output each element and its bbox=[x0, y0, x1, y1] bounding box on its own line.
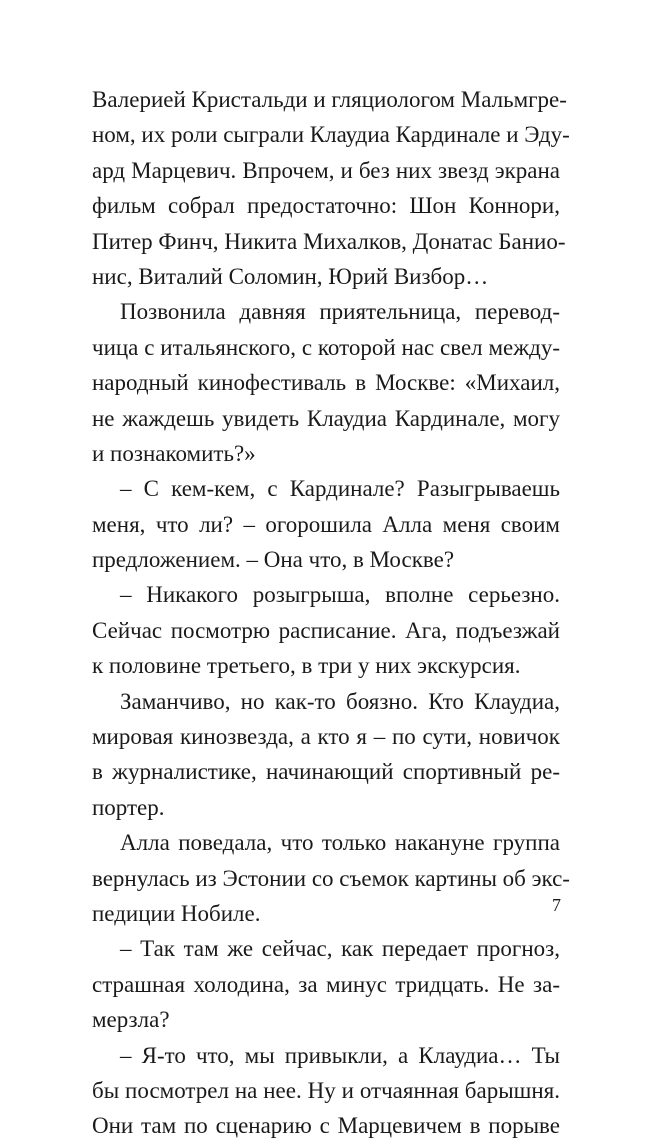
text-line: ард Марцевич. Впрочем, и без них звезд экрана bbox=[92, 157, 560, 183]
text-line: портер. bbox=[92, 794, 165, 820]
text-line: нис, Виталий Соломин, Юрий Визбор… bbox=[92, 263, 489, 289]
text-line: и познакомить?» bbox=[92, 440, 256, 466]
text-line: – Так там же сейчас, как передает прогноз, bbox=[120, 936, 560, 962]
text-line: предложением. – Она что, в Москве? bbox=[92, 547, 455, 573]
text-line: Сейчас посмотрю расписание. Ага, подъезжай bbox=[92, 617, 560, 643]
body-text bbox=[92, 82, 570, 1144]
text-line: Позвонила давняя приятельница, перевод- bbox=[120, 299, 560, 325]
text-line: мерзла? bbox=[92, 1007, 170, 1033]
text-line: в журналистике, начинающий спортивный ре- bbox=[92, 759, 560, 785]
text-line: не жаждешь увидеть Клаудиа Кардинале, могу bbox=[92, 405, 560, 431]
text-line: меня, что ли? – огорошила Алла меня своим bbox=[92, 511, 560, 537]
text-line: Алла поведала, что только накануне группа bbox=[120, 830, 560, 856]
text-line: вернулась из Эстонии со съемок картины об экс- bbox=[92, 865, 570, 891]
text-line: чица с итальянского, с которой нас свел между- bbox=[92, 334, 560, 360]
text-line: Валерией Кристальди и гляциологом Мальмгре- bbox=[92, 87, 567, 112]
text-line: педиции Нобиле. bbox=[92, 900, 261, 926]
text-line: фильм собрал предостаточно: Шон Коннори, bbox=[92, 193, 560, 219]
text-line: народный кинофестиваль в Москве: «Михаил, bbox=[92, 370, 560, 396]
text-line: – С кем-кем, с Кардинале? Разыгрываешь bbox=[120, 476, 560, 502]
text-line: ном, их роли сыграли Клаудиа Кардинале и Эду- bbox=[92, 122, 570, 148]
text-line: Они там по сценарию с Марцевичем в порыве bbox=[92, 1113, 560, 1139]
text-line: Заманчиво, но как-то боязно. Кто Клаудиа, bbox=[120, 688, 560, 714]
text-line: – Никакого розыгрыша, вполне серьезно. bbox=[120, 582, 560, 608]
text-line: к половине третьего, в три у них экскурсия. bbox=[92, 653, 521, 679]
text-line: бы посмотрел на нее. Ну и отчаянная барышня. bbox=[92, 1077, 560, 1103]
text-line: Питер Финч, Никита Михалков, Донатас Банио- bbox=[92, 228, 566, 254]
text-line: – Я-то что, мы привыкли, а Клаудиа… Ты bbox=[120, 1042, 560, 1068]
text-line: страшная холодина, за минус тридцать. Не за- bbox=[92, 971, 560, 997]
page-number: 7 bbox=[552, 895, 561, 915]
text-line: мировая кинозвезда, а кто я – по сути, новичок bbox=[92, 724, 560, 750]
